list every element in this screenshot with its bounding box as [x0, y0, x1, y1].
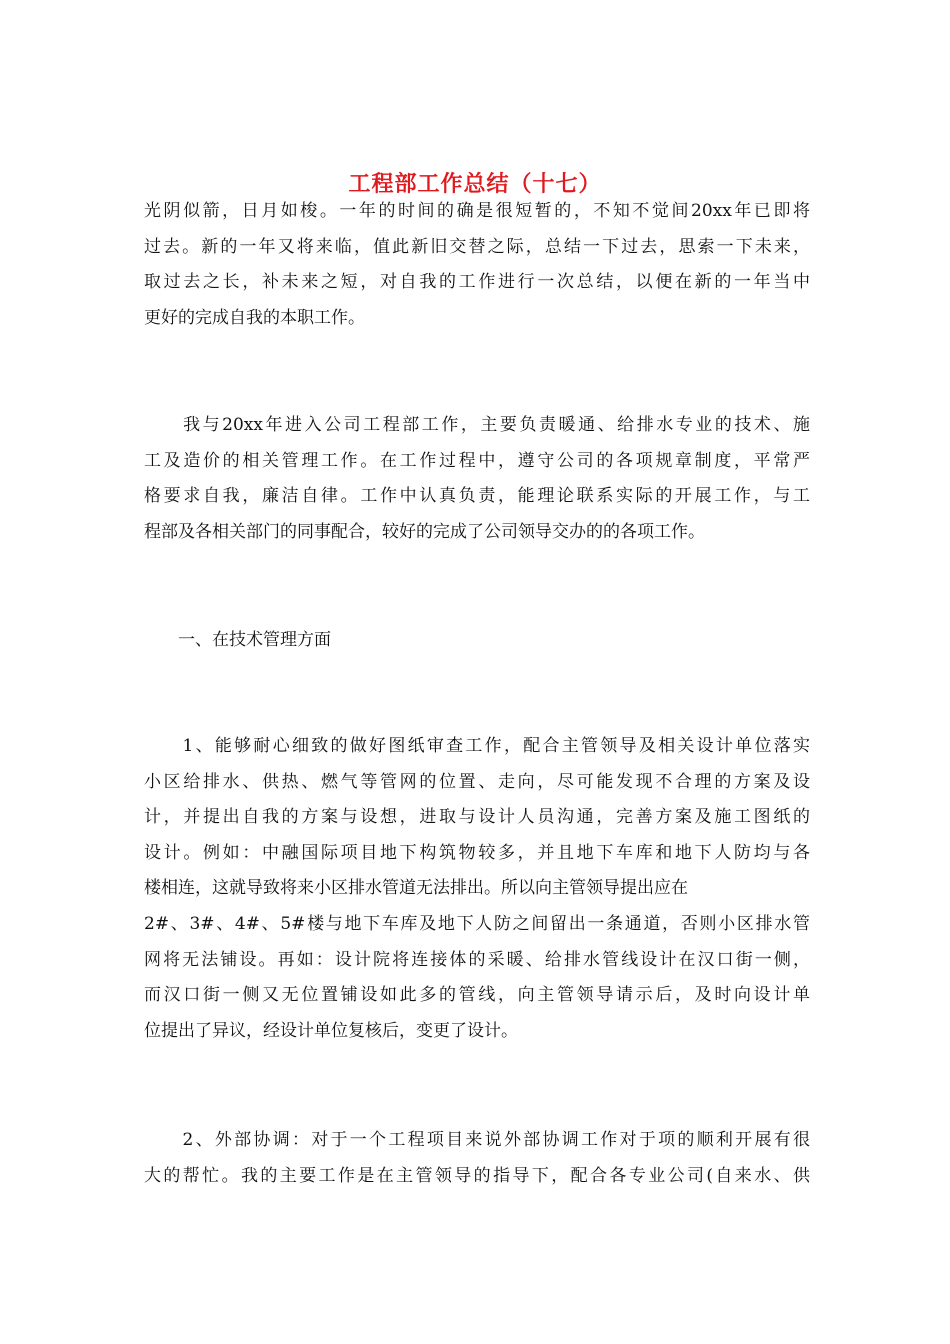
- document-title: 工程部工作总结（十七）: [348, 170, 602, 197]
- paragraph-line: 过去。新的一年又将来临，值此新旧交替之际，总结一下过去，思索一下未来，: [144, 236, 810, 257]
- paragraph-line: 网将无法铺设。再如：设计院将连接体的采暖、给排水管线设计在汉口街一侧，: [144, 949, 810, 970]
- paragraph-line: 程部及各相关部门的同事配合，较好的完成了公司领导交办的的各项工作。: [144, 521, 705, 542]
- paragraph-line: 计，并提出自我的方案与设想，进取与设计人员沟通，完善方案及施工图纸的: [144, 807, 810, 828]
- section-heading-line: 一、在技术管理方面: [144, 630, 331, 650]
- paragraph-background: [144, 408, 810, 550]
- paragraph-line: 楼相连，这就导致将来小区排水管道无法排出。所以向主管领导提出应在: [144, 878, 688, 899]
- paragraph-line: 更好的完成自我的本职工作。: [144, 307, 365, 328]
- paragraph-line: 小区给排水、供热、燃气等管网的位置、走向，尽可能发现不合理的方案及设: [144, 771, 810, 792]
- paragraph-line: 2、外部协调：对于一个工程项目来说外部协调工作对于项的顺利开展有很: [144, 1130, 810, 1150]
- paragraph-line: 格要求自我，廉洁自律。工作中认真负责，能理论联系实际的开展工作，与工: [144, 486, 810, 507]
- paragraph-intro: [144, 194, 810, 336]
- section-heading-technical: [144, 623, 810, 659]
- paragraph-line: 位提出了异议，经设计单位复核后，变更了设计。: [144, 1020, 518, 1041]
- paragraph-line: 而汉口街一侧又无位置铺设如此多的管线，向主管领导请示后，及时向设计单: [144, 985, 810, 1006]
- paragraph-line: 光阴似箭，日月如梭。一年的时间的确是很短暂的，不知不觉间20xx年已即将: [144, 201, 810, 221]
- paragraph-line: 设计。例如：中融国际项目地下构筑物较多，并且地下车库和地下人防均与各: [144, 842, 810, 863]
- paragraph-line: 1、能够耐心细致的做好图纸审查工作，配合主管领导及相关设计单位落实: [144, 736, 810, 756]
- paragraph-line: 取过去之长，补未来之短，对自我的工作进行一次总结，以便在新的一年当中: [144, 272, 810, 293]
- paragraph-line: 我与20xx年进入公司工程部工作，主要负责暖通、给排水专业的技术、施: [144, 415, 810, 435]
- paragraph-external-coordination: [144, 1123, 810, 1194]
- paragraph-line: 大的帮忙。我的主要工作是在主管领导的指导下，配合各专业公司(自来水、供: [144, 1165, 810, 1186]
- paragraph-drawing-review: [144, 729, 810, 1049]
- paragraph-line: 工及造价的相关管理工作。在工作过程中，遵守公司的各项规章制度，平常严: [144, 450, 810, 471]
- paragraph-line: 2#、3#、4#、5#楼与地下车库及地下人防之间留出一条通道，否则小区排水管: [144, 913, 810, 934]
